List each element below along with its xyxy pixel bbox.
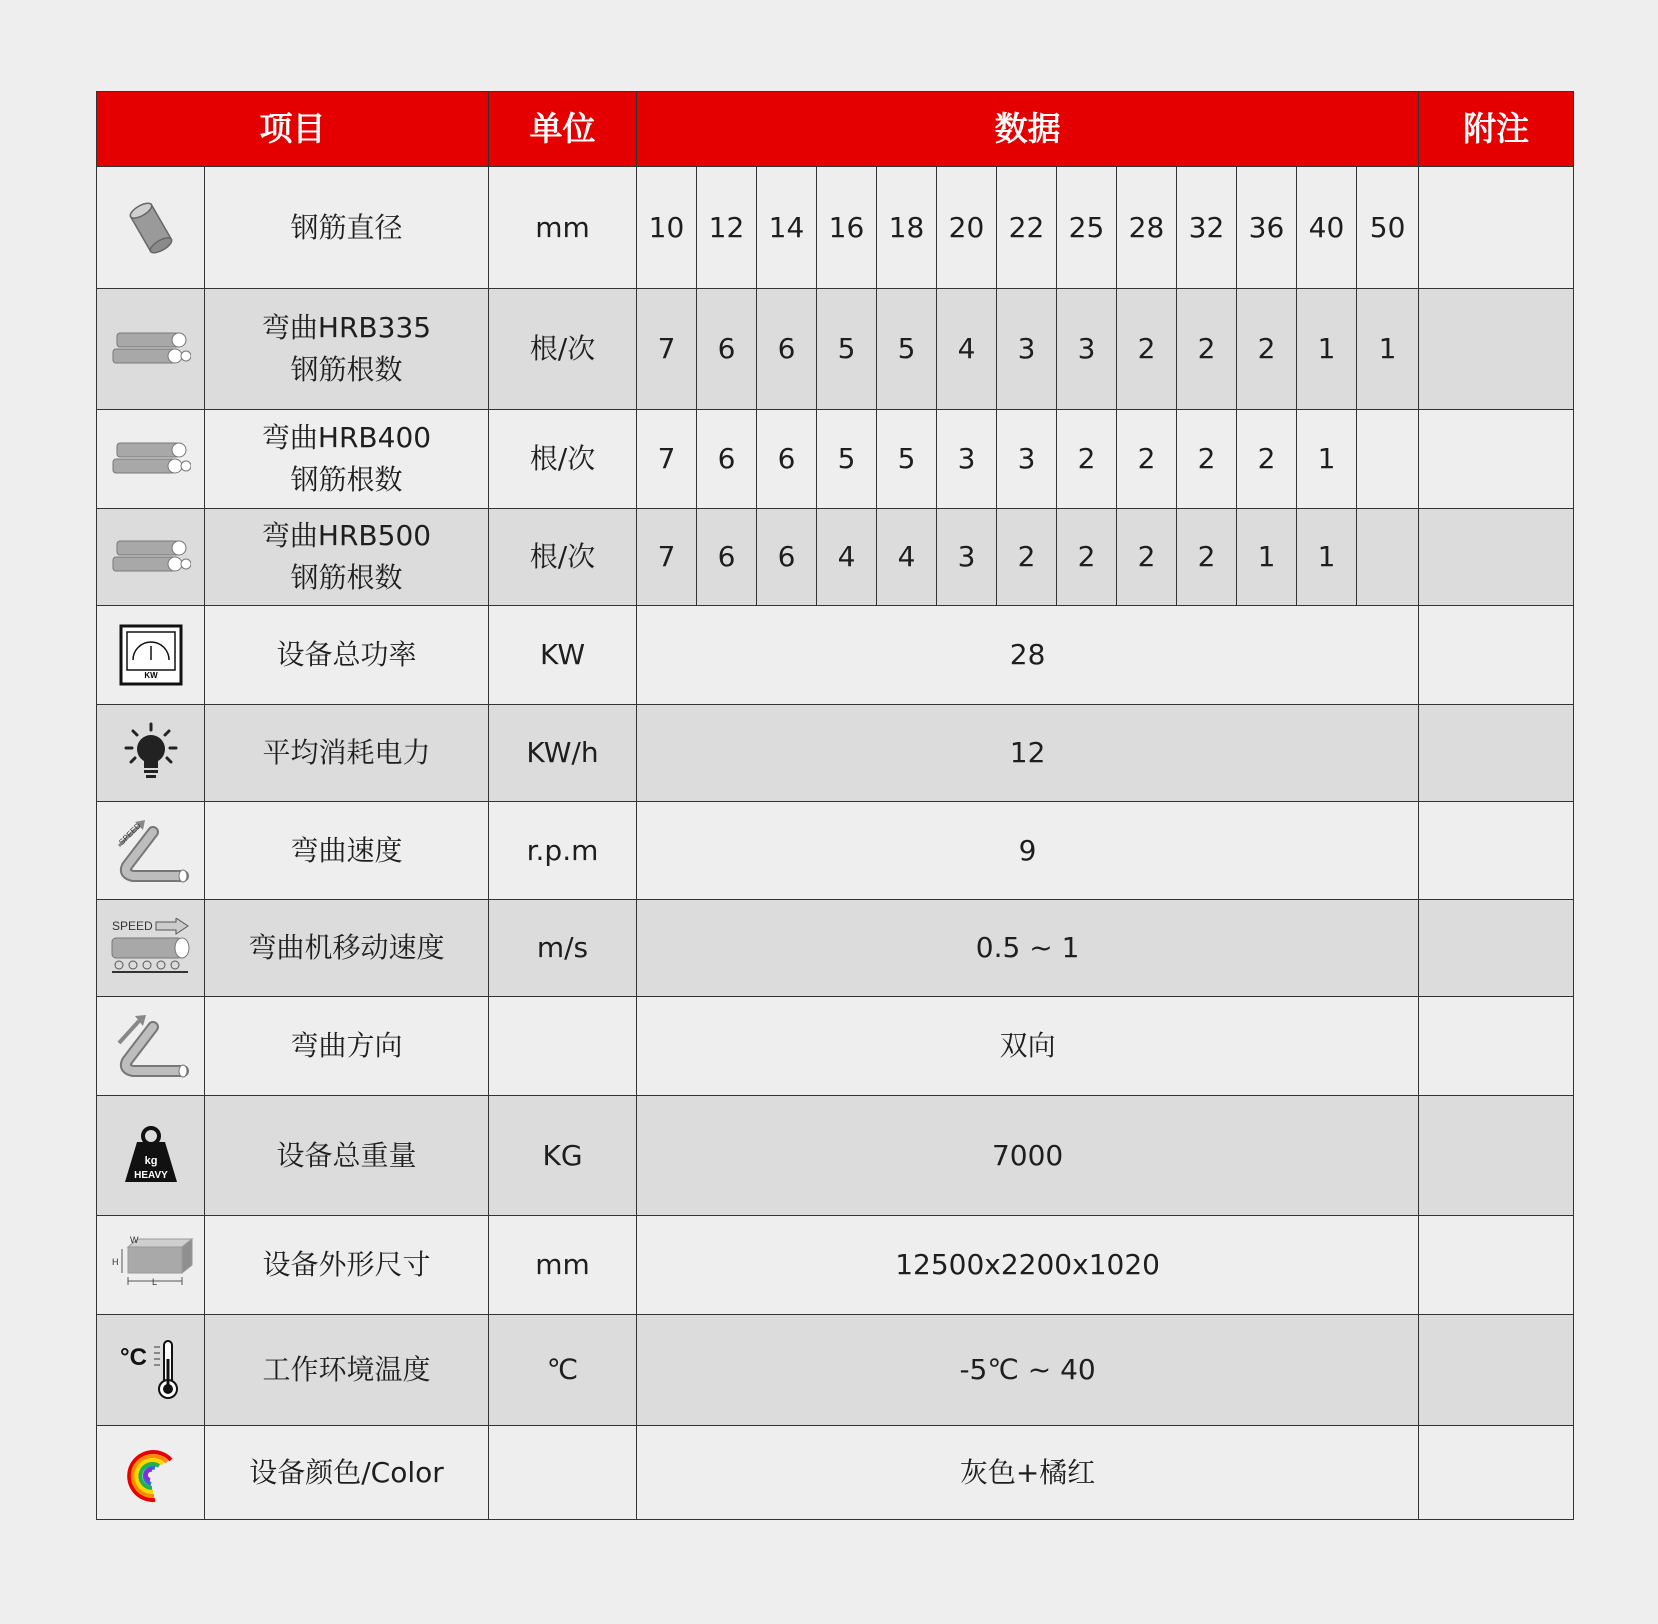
bend-value bbox=[1357, 410, 1419, 509]
bend-value: 2 bbox=[1057, 509, 1117, 606]
diameter-value: 14 bbox=[757, 167, 817, 289]
note-cell bbox=[1419, 705, 1574, 802]
diameter-value: 10 bbox=[637, 167, 697, 289]
bend-value: 2 bbox=[1117, 410, 1177, 509]
rebar-bundle-icon bbox=[97, 289, 205, 410]
spec-label: 平均消耗电力 bbox=[205, 705, 489, 802]
spec-unit: KG bbox=[489, 1096, 637, 1216]
bend-value: 3 bbox=[1057, 289, 1117, 410]
bend-value: 1 bbox=[1297, 410, 1357, 509]
bend-value: 2 bbox=[997, 509, 1057, 606]
diameter-unit: mm bbox=[489, 167, 637, 289]
spec-row-dimensions bbox=[97, 1216, 1574, 1315]
spec-unit: r.p.m bbox=[489, 802, 637, 900]
spec-label: 工作环境温度 bbox=[205, 1315, 489, 1426]
bend-value: 5 bbox=[817, 410, 877, 509]
diameter-value: 36 bbox=[1237, 167, 1297, 289]
note-cell bbox=[1419, 509, 1574, 606]
note-cell bbox=[1419, 167, 1574, 289]
spec-row-temperature bbox=[97, 1315, 1574, 1426]
bend-speed-label: SPEED bbox=[116, 820, 143, 847]
spec-value: 灰色+橘红 bbox=[637, 1426, 1419, 1520]
svg-text:kg: kg bbox=[144, 1154, 157, 1167]
thermometer-icon bbox=[97, 1315, 205, 1426]
bend-row-hrb500 bbox=[97, 509, 1574, 606]
diameter-value: 25 bbox=[1057, 167, 1117, 289]
diameter-value: 22 bbox=[997, 167, 1057, 289]
rebar-cylinder-icon bbox=[97, 167, 205, 289]
diameter-value: 40 bbox=[1297, 167, 1357, 289]
bend-value: 6 bbox=[697, 410, 757, 509]
dimensions-box-icon bbox=[97, 1216, 205, 1315]
spec-unit: KW/h bbox=[489, 705, 637, 802]
spec-unit bbox=[489, 997, 637, 1096]
note-cell bbox=[1419, 1216, 1574, 1315]
svg-text:H: H bbox=[111, 1257, 118, 1267]
bend-label-line2: 钢筋根数 bbox=[290, 561, 403, 594]
spec-unit bbox=[489, 1426, 637, 1520]
spec-value: 双向 bbox=[637, 997, 1419, 1096]
bend-label-line2: 钢筋根数 bbox=[290, 463, 403, 496]
weight-icon bbox=[97, 1096, 205, 1216]
bend-unit: 根/次 bbox=[489, 410, 637, 509]
bend-value: 2 bbox=[1177, 410, 1237, 509]
note-cell bbox=[1419, 289, 1574, 410]
bend-value: 4 bbox=[877, 509, 937, 606]
svg-text:W: W bbox=[129, 1235, 138, 1245]
spec-label: 设备总重量 bbox=[205, 1096, 489, 1216]
spec-unit: mm bbox=[489, 1216, 637, 1315]
conveyor-speed-icon bbox=[97, 900, 205, 997]
bend-value: 2 bbox=[1117, 509, 1177, 606]
bend-value: 7 bbox=[637, 410, 697, 509]
bend-value: 5 bbox=[877, 410, 937, 509]
spec-value: 0.5 ~ 1 bbox=[637, 900, 1419, 997]
spec-row-direction bbox=[97, 997, 1574, 1096]
bend-row-hrb400 bbox=[97, 410, 1574, 509]
note-cell bbox=[1419, 1426, 1574, 1520]
bend-unit: 根/次 bbox=[489, 509, 637, 606]
rebar-bundle-icon bbox=[97, 410, 205, 509]
bend-value: 6 bbox=[757, 410, 817, 509]
bend-row-hrb335 bbox=[97, 289, 1574, 410]
bend-label bbox=[205, 410, 489, 509]
bend-label bbox=[205, 289, 489, 410]
spec-value: 12500x2200x1020 bbox=[637, 1216, 1419, 1315]
bend-value: 6 bbox=[697, 289, 757, 410]
note-cell bbox=[1419, 1096, 1574, 1216]
diameter-value: 32 bbox=[1177, 167, 1237, 289]
bend-value: 5 bbox=[817, 289, 877, 410]
bend-value: 3 bbox=[937, 410, 997, 509]
diameter-value: 20 bbox=[937, 167, 997, 289]
note-cell bbox=[1419, 1315, 1574, 1426]
bend-value: 2 bbox=[1237, 289, 1297, 410]
spec-unit: KW bbox=[489, 606, 637, 705]
spec-label: 弯曲速度 bbox=[205, 802, 489, 900]
spec-unit: m/s bbox=[489, 900, 637, 997]
light-bulb-icon bbox=[97, 705, 205, 802]
power-meter-label: KW bbox=[143, 671, 158, 680]
diameter-row bbox=[97, 167, 1574, 289]
spec-row-weight bbox=[97, 1096, 1574, 1216]
power-meter-icon bbox=[97, 606, 205, 705]
note-cell bbox=[1419, 802, 1574, 900]
bend-value: 2 bbox=[1237, 410, 1297, 509]
spec-table bbox=[96, 91, 1574, 1520]
diameter-value: 50 bbox=[1357, 167, 1419, 289]
bend-value: 7 bbox=[637, 289, 697, 410]
diameter-value: 12 bbox=[697, 167, 757, 289]
bend-value: 1 bbox=[1237, 509, 1297, 606]
bend-value: 1 bbox=[1297, 289, 1357, 410]
bend-value: 1 bbox=[1297, 509, 1357, 606]
bend-value: 6 bbox=[757, 509, 817, 606]
rainbow-color-icon bbox=[97, 1426, 205, 1520]
bend-label-line1: 弯曲HRB400 bbox=[261, 421, 432, 454]
note-cell bbox=[1419, 606, 1574, 705]
diameter-label: 钢筋直径 bbox=[205, 167, 489, 289]
bend-value: 5 bbox=[877, 289, 937, 410]
conveyor-speed-label: SPEED bbox=[111, 919, 153, 933]
bend-value: 1 bbox=[1357, 289, 1419, 410]
bend-value: 2 bbox=[1117, 289, 1177, 410]
header-row bbox=[97, 92, 1574, 167]
diameter-value: 18 bbox=[877, 167, 937, 289]
svg-text:L: L bbox=[151, 1277, 157, 1287]
spec-row-consumption bbox=[97, 705, 1574, 802]
spec-row-color bbox=[97, 1426, 1574, 1520]
bend-speed-icon bbox=[97, 802, 205, 900]
bend-value: 3 bbox=[997, 410, 1057, 509]
bend-direction-icon bbox=[97, 997, 205, 1096]
thermometer-label: °C bbox=[119, 1344, 147, 1371]
note-cell bbox=[1419, 900, 1574, 997]
bend-label-line1: 弯曲HRB500 bbox=[261, 519, 432, 552]
spec-value: 9 bbox=[637, 802, 1419, 900]
header-item: 项目 bbox=[97, 92, 489, 167]
note-cell bbox=[1419, 997, 1574, 1096]
bend-value: 3 bbox=[997, 289, 1057, 410]
bend-unit: 根/次 bbox=[489, 289, 637, 410]
diameter-value: 28 bbox=[1117, 167, 1177, 289]
bend-label-line1: 弯曲HRB335 bbox=[261, 311, 432, 344]
bend-label bbox=[205, 509, 489, 606]
spec-label: 弯曲机移动速度 bbox=[205, 900, 489, 997]
bend-value: 7 bbox=[637, 509, 697, 606]
spec-unit: ℃ bbox=[489, 1315, 637, 1426]
spec-label: 设备颜色/Color bbox=[205, 1426, 489, 1520]
spec-row-bend-speed bbox=[97, 802, 1574, 900]
spec-value: 7000 bbox=[637, 1096, 1419, 1216]
bend-value: 4 bbox=[937, 289, 997, 410]
header-unit: 单位 bbox=[489, 92, 637, 167]
bend-value: 2 bbox=[1177, 509, 1237, 606]
header-note: 附注 bbox=[1419, 92, 1574, 167]
note-cell bbox=[1419, 410, 1574, 509]
rebar-bundle-icon bbox=[97, 509, 205, 606]
spec-label: 设备外形尺寸 bbox=[205, 1216, 489, 1315]
bend-value: 2 bbox=[1177, 289, 1237, 410]
bend-value: 3 bbox=[937, 509, 997, 606]
header-data: 数据 bbox=[637, 92, 1419, 167]
bend-label-line2: 钢筋根数 bbox=[290, 353, 403, 386]
bend-value: 6 bbox=[757, 289, 817, 410]
diameter-value: 16 bbox=[817, 167, 877, 289]
spec-value: -5℃ ~ 40 bbox=[637, 1315, 1419, 1426]
spec-label: 设备总功率 bbox=[205, 606, 489, 705]
svg-text:HEAVY: HEAVY bbox=[133, 1169, 168, 1181]
spec-label: 弯曲方向 bbox=[205, 997, 489, 1096]
bend-value bbox=[1357, 509, 1419, 606]
spec-value: 12 bbox=[637, 705, 1419, 802]
spec-row-move-speed bbox=[97, 900, 1574, 997]
bend-value: 4 bbox=[817, 509, 877, 606]
bend-value: 2 bbox=[1057, 410, 1117, 509]
bend-value: 6 bbox=[697, 509, 757, 606]
spec-row-power bbox=[97, 606, 1574, 705]
spec-value: 28 bbox=[637, 606, 1419, 705]
